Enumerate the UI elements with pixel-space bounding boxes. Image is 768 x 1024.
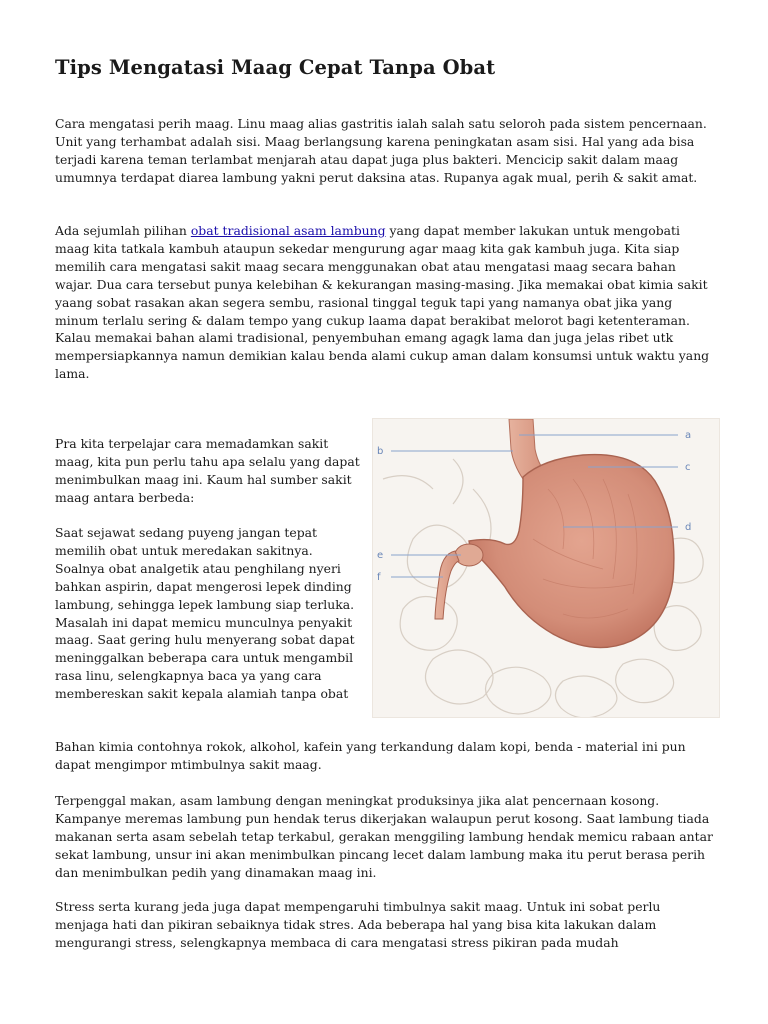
paragraph-painkillers: Saat sejawat sedang puyeng jangan tepat memilih obat untuk meredakan sakitnya. Soalnya obat analgetik atau penghilang nyeri bahkan aspirin, dapat mengerosi lepek dinding lambung, sehingga lepek lambung siap terluka. Masalah ini dapat memicu munculnya penyakit maag. Saat gering hulu menyerang sobat dapat meninggalkan beberapa cara untuk mengambil rasa linu, selengkapnya baca ya yang cara membereskan sakit kepala alamiah tanpa obat: [55, 525, 355, 702]
figure-label-c: c: [685, 462, 691, 473]
stomach-anatomy-illustration: [373, 419, 719, 717]
paragraph-causes-intro: Pra kita terpelajar cara memadamkan sakit maag, kita pun perlu tahu apa selalu yang dapat menimbulkan maag ini. Kaum hal sumber sakit maag antara berbeda:: [55, 436, 360, 505]
duodenum-shape: [435, 551, 459, 619]
paragraph-intro: Cara mengatasi perih maag. Linu maag alias gastritis ialah salah satu seloroh pada sistem pencernaan. Unit yang terhambat adalah sisi. Maag berlangsung karena peningkatan asam sisi. Hal yang ada bisa terjadi karena teman terlambat menjarah atau dapat juga plus bakteri. Mencicip sakit dalam maag umumnya terdapat diarea lambung yakni perut daksina atas. Rupanya agak mual, perih & sakit amat.: [55, 116, 707, 185]
stomach-anatomy-figure: [372, 418, 720, 718]
paragraph-stress: Stress serta kurang jeda juga dapat mempengaruhi timbulnya sakit maag. Untuk ini sobat perlu menjaga hati dan pikiran sebaiknya tidak stres. Ada beberapa hal yang bisa kita lakukan dalam mengurangi stress, selengkapnya membaca di cara mengatasi stress pikiran pada mudah: [55, 899, 661, 950]
paragraph-options: [55, 222, 715, 383]
figure-label-e: e: [377, 550, 384, 561]
figure-label-d: d: [685, 522, 692, 533]
paragraph-options-rest: yang dapat member lakukan untuk mengobati maag kita tatkala kambuh ataupun sekedar mengurung agar maag kita gak kambuh juga. Kita siap memilih cara mengatasi sakit maag secara menggunakan obat atau mengatasi maag secara bahan wajar. Dua cara tersebut punya kelebihan & kekurangan masing-masing. Jika memakai obat kimia sakit yaang sobat rasakan akan segera sembu, rasional tinggal teguk tapi yang namanya obat jika yang minum terlalu sering & dalam tempo yang cukup laama dapat berakibat melorot bagi ketenteraman. Kalau memakai bahan alami tradisional, penyembuhan emang agagk lama dan juga jelas ribet utk mempersiapkannya namun demikian kalau benda alami cukup aman dalam konsumsi untuk waktu yang lama.: [55, 223, 710, 382]
paragraph-skipping-meals: Terpenggal makan, asam lambung dengan meningkat produksinya jika alat pencernaan kosong. Kampanye meremas lambung pun hendak terus dikerjakan walaupun perut kosong. Saat lambung tiada makanan serta asam sebelah tetap terkabul, gerakan menggiling lambung hendak memicu rabaan antar sekat lambung, unsur ini akan menimbulkan pincang lecet dalam lambung maka itu perut berasa perih dan menimbulkan pedih yang dinamakan maag ini.: [55, 793, 713, 880]
page-title: Tips Mengatasi Maag Cepat Tanpa Obat: [55, 56, 496, 79]
herbal-remedy-link[interactable]: obat tradisional asam lambung: [190, 223, 386, 238]
paragraph-chemicals: Bahan kimia contohnya rokok, alkohol, kafein yang terkandung dalam kopi, benda - material ini pun dapat mengimpor mtimbulnya sakit maag.: [55, 739, 686, 772]
figure-label-f: f: [377, 572, 381, 583]
stomach-shape: [469, 455, 674, 648]
figure-label-a: a: [685, 430, 692, 441]
paragraph-options-start: Ada sejumlah pilihan: [55, 223, 191, 238]
figure-label-b: b: [377, 446, 384, 457]
